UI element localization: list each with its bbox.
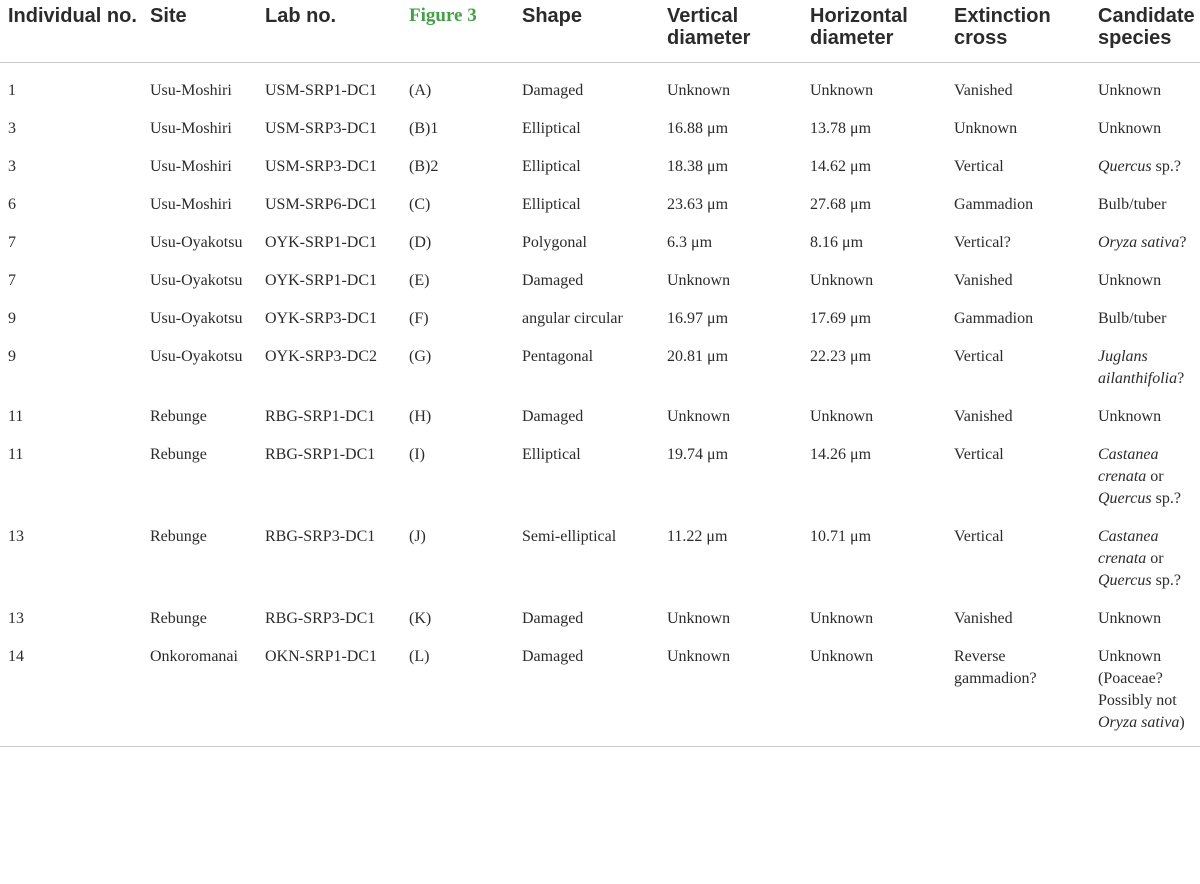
cell-horizontal-diameter: Unknown <box>810 610 874 627</box>
cell-lab-no: RBG-SRP1-DC1 <box>265 408 376 425</box>
cell-lab-no: OYK-SRP1-DC1 <box>265 234 378 251</box>
cell-horizontal-diameter: 8.16 μm <box>810 234 864 251</box>
cell-vertical-diameter: Unknown <box>667 610 731 627</box>
cell-shape: Elliptical <box>522 158 581 175</box>
cell-individual-no: 7 <box>8 272 16 289</box>
species-text: Unknown (Poaceae? Possibly not <box>1098 648 1177 709</box>
cell-vertical-diameter: 18.38 μm <box>667 158 729 175</box>
species-text: sp.? <box>1151 572 1181 589</box>
cell-vertical-diameter: 20.81 μm <box>667 348 729 365</box>
cell-shape: angular circular <box>522 310 623 327</box>
cell-candidate-species <box>1090 436 1200 518</box>
species-text: or <box>1146 468 1164 485</box>
table-body <box>0 63 1200 747</box>
cell-lab-no: RBG-SRP3-DC1 <box>265 610 376 627</box>
cell-extinction-cross: Vanished <box>954 610 1013 627</box>
table-row <box>0 338 1200 398</box>
cell-shape: Damaged <box>522 82 584 99</box>
header-site: Site <box>142 0 257 63</box>
cell-horizontal-diameter: 13.78 μm <box>810 120 872 137</box>
table-row <box>0 638 1200 747</box>
cell-horizontal-diameter: 17.69 μm <box>810 310 872 327</box>
cell-horizontal-diameter: Unknown <box>802 638 946 747</box>
species-text: Unknown <box>1098 120 1162 137</box>
cell-individual-no: 13 <box>8 528 24 545</box>
cell-individual-no: 1 <box>8 82 16 99</box>
cell-extinction-cross: Vertical? <box>954 234 1011 251</box>
cell-extinction-cross: Gammadion <box>954 196 1034 213</box>
cell-horizontal-diameter: 14.26 μm <box>810 446 872 463</box>
cell-vertical-diameter: Unknown <box>659 638 802 747</box>
cell-candidate-species <box>1090 338 1200 398</box>
table-row <box>0 518 1200 600</box>
cell-individual-no: 7 <box>8 234 16 251</box>
cell-candidate-species <box>1090 398 1200 436</box>
cell-shape: Damaged <box>522 272 584 289</box>
species-name-italic: Juglans ailanthifolia <box>1098 348 1178 387</box>
header-shape: Shape <box>514 0 659 63</box>
cell-extinction-cross: Vertical <box>954 528 1004 545</box>
header-lab-no: Lab no. <box>257 0 401 63</box>
cell-figure-panel: (B)2 <box>409 158 439 175</box>
species-name-italic: Castanea crenata <box>1098 446 1159 485</box>
cell-lab-no: RBG-SRP1-DC1 <box>265 446 376 463</box>
species-text: Bulb/tuber <box>1098 310 1167 327</box>
cell-shape: Elliptical <box>522 446 581 463</box>
species-name-italic: Oryza sativa <box>1098 714 1180 731</box>
cell-horizontal-diameter: 14.62 μm <box>810 158 872 175</box>
cell-shape: Damaged <box>514 638 659 747</box>
cell-lab-no: OKN-SRP1-DC1 <box>257 638 401 747</box>
cell-lab-no: OYK-SRP3-DC2 <box>265 348 378 365</box>
cell-candidate-species <box>1090 518 1200 600</box>
table-row <box>0 148 1200 186</box>
cell-candidate-species <box>1090 300 1200 338</box>
table-row <box>0 224 1200 262</box>
cell-candidate-species <box>1090 262 1200 300</box>
cell-vertical-diameter: 16.88 μm <box>667 120 729 137</box>
cell-site: Rebunge <box>150 610 207 627</box>
cell-horizontal-diameter: Unknown <box>810 272 874 289</box>
header-candidate-species: Candidate species <box>1090 0 1200 63</box>
cell-lab-no: OYK-SRP1-DC1 <box>265 272 378 289</box>
species-name-italic: Castanea crenata <box>1098 528 1159 567</box>
species-text: Unknown <box>1098 82 1162 99</box>
cell-figure-panel: (G) <box>409 348 432 365</box>
cell-vertical-diameter: Unknown <box>667 408 731 425</box>
cell-vertical-diameter: 19.74 μm <box>667 446 729 463</box>
cell-extinction-cross: Unknown <box>954 120 1018 137</box>
cell-extinction-cross: Vanished <box>954 272 1013 289</box>
cell-lab-no: USM-SRP1-DC1 <box>265 82 378 99</box>
header-vertical-diameter: Vertical diameter <box>659 0 802 63</box>
cell-figure-panel: (H) <box>409 408 432 425</box>
cell-site: Rebunge <box>150 408 207 425</box>
cell-shape: Elliptical <box>522 120 581 137</box>
table-row <box>0 398 1200 436</box>
cell-individual-no: 9 <box>8 310 16 327</box>
cell-figure-panel: (E) <box>409 272 430 289</box>
cell-extinction-cross: Vertical <box>954 348 1004 365</box>
cell-site: Usu-Oyakotsu <box>150 234 243 251</box>
cell-lab-no: USM-SRP6-DC1 <box>265 196 378 213</box>
cell-site: Rebunge <box>150 528 207 545</box>
cell-lab-no: USM-SRP3-DC1 <box>265 120 378 137</box>
cell-shape: Damaged <box>522 610 584 627</box>
cell-vertical-diameter: Unknown <box>667 272 731 289</box>
species-name-italic: Quercus <box>1098 158 1152 175</box>
table-row <box>0 262 1200 300</box>
header-extinction-cross: Extinction cross <box>946 0 1090 63</box>
cell-horizontal-diameter: Unknown <box>810 408 874 425</box>
cell-figure-panel: (C) <box>409 196 431 213</box>
cell-vertical-diameter: 16.97 μm <box>667 310 729 327</box>
species-text: ? <box>1177 370 1185 387</box>
cell-individual-no: 14 <box>0 638 142 747</box>
cell-lab-no: RBG-SRP3-DC1 <box>265 528 376 545</box>
table-row <box>0 110 1200 148</box>
cell-individual-no: 3 <box>8 120 16 137</box>
cell-figure-panel: (I) <box>409 446 425 463</box>
cell-individual-no: 13 <box>8 610 24 627</box>
cell-site: Usu-Oyakotsu <box>150 310 243 327</box>
cell-individual-no: 11 <box>8 408 24 425</box>
cell-site: Onkoromanai <box>142 638 257 747</box>
figure-3-link[interactable]: Figure 3 <box>401 0 514 63</box>
cell-figure-panel: (A) <box>409 82 432 99</box>
cell-individual-no: 3 <box>8 158 16 175</box>
cell-vertical-diameter: Unknown <box>667 82 731 99</box>
cell-candidate-species <box>1090 110 1200 148</box>
header-individual-no: Individual no. <box>0 0 142 63</box>
species-text: Unknown <box>1098 272 1162 289</box>
cell-individual-no: 11 <box>8 446 24 463</box>
cell-extinction-cross: Vanished <box>954 408 1013 425</box>
cell-horizontal-diameter: Unknown <box>810 82 874 99</box>
cell-shape: Damaged <box>522 408 584 425</box>
table-row <box>0 436 1200 518</box>
cell-candidate-species <box>1090 638 1200 747</box>
cell-vertical-diameter: 6.3 μm <box>667 234 713 251</box>
cell-shape: Polygonal <box>522 234 587 251</box>
table-row <box>0 186 1200 224</box>
species-text: ) <box>1179 714 1185 731</box>
cell-figure-panel: (B)1 <box>409 120 439 137</box>
table-row <box>0 600 1200 638</box>
species-text: sp.? <box>1151 158 1181 175</box>
cell-site: Usu-Moshiri <box>150 82 232 99</box>
cell-extinction-cross: Reverse gammadion? <box>946 638 1090 747</box>
cell-site: Rebunge <box>150 446 207 463</box>
cell-extinction-cross: Gammadion <box>954 310 1034 327</box>
species-text: or <box>1146 550 1164 567</box>
cell-site: Usu-Moshiri <box>150 120 232 137</box>
cell-site: Usu-Moshiri <box>150 196 232 213</box>
cell-candidate-species <box>1090 148 1200 186</box>
cell-individual-no: 6 <box>8 196 16 213</box>
cell-candidate-species <box>1090 600 1200 638</box>
table-row <box>0 300 1200 338</box>
cell-candidate-species <box>1090 63 1200 111</box>
species-text: ? <box>1179 234 1187 251</box>
cell-site: Usu-Oyakotsu <box>150 272 243 289</box>
cell-horizontal-diameter: 22.23 μm <box>810 348 872 365</box>
species-text: Unknown <box>1098 408 1162 425</box>
cell-vertical-diameter: 11.22 μm <box>667 528 728 545</box>
cell-shape: Pentagonal <box>522 348 594 365</box>
species-text: Unknown <box>1098 610 1162 627</box>
cell-candidate-species <box>1090 224 1200 262</box>
species-name-italic: Quercus <box>1098 572 1152 589</box>
cell-extinction-cross: Vanished <box>954 82 1013 99</box>
cell-shape: Semi-elliptical <box>522 528 617 545</box>
header-horizontal-diameter: Horizontal diameter <box>802 0 946 63</box>
species-text: sp.? <box>1151 490 1181 507</box>
cell-extinction-cross: Vertical <box>954 446 1004 463</box>
cell-figure-panel: (K) <box>409 610 432 627</box>
cell-figure-panel: (F) <box>409 310 429 327</box>
cell-horizontal-diameter: 10.71 μm <box>810 528 872 545</box>
cell-figure-panel: (J) <box>409 528 426 545</box>
cell-figure-panel: (D) <box>409 234 432 251</box>
species-name-italic: Quercus <box>1098 490 1152 507</box>
cell-extinction-cross: Vertical <box>954 158 1004 175</box>
cell-lab-no: USM-SRP3-DC1 <box>265 158 378 175</box>
cell-shape: Elliptical <box>522 196 581 213</box>
species-text: Bulb/tuber <box>1098 196 1167 213</box>
header-row <box>0 0 1200 63</box>
species-name-italic: Oryza sativa <box>1098 234 1180 251</box>
cell-candidate-species <box>1090 186 1200 224</box>
cell-individual-no: 9 <box>8 348 16 365</box>
cell-site: Usu-Oyakotsu <box>150 348 243 365</box>
cell-figure-panel: (L) <box>401 638 514 747</box>
cell-site: Usu-Moshiri <box>150 158 232 175</box>
cell-vertical-diameter: 23.63 μm <box>667 196 729 213</box>
table-row <box>0 63 1200 111</box>
cell-horizontal-diameter: 27.68 μm <box>810 196 872 213</box>
cell-lab-no: OYK-SRP3-DC1 <box>265 310 378 327</box>
